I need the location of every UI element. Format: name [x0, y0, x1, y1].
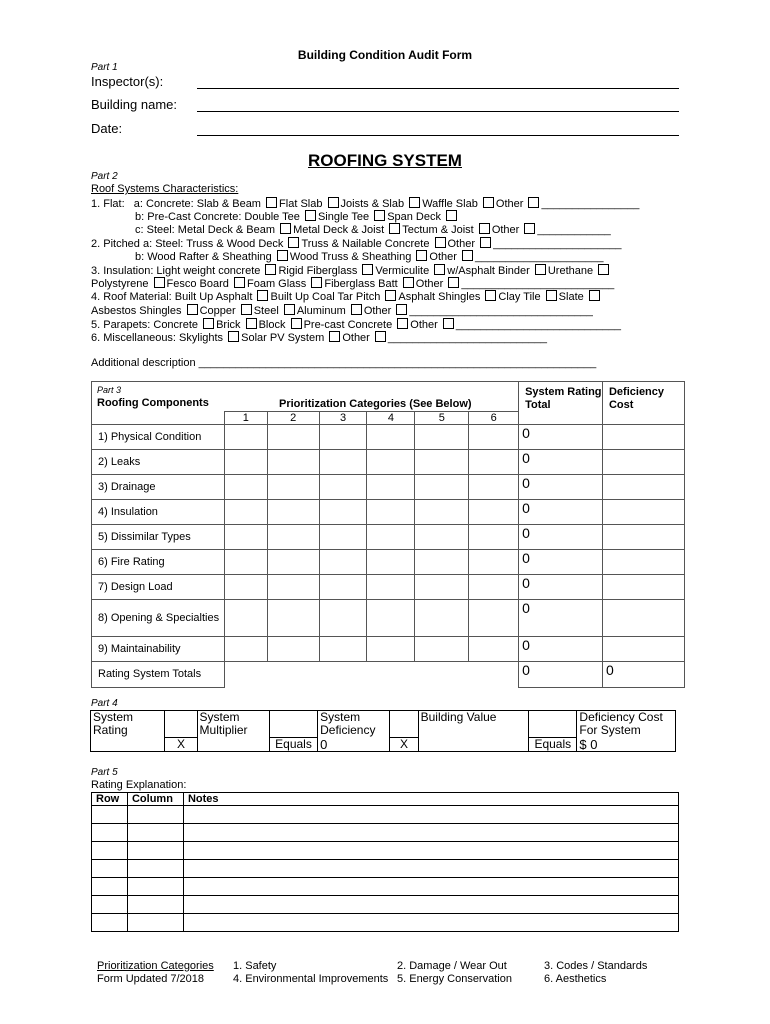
rating-explanation-table — [91, 792, 679, 932]
inspector-label: Inspector(s): — [91, 74, 164, 89]
option-label: Solar PV System — [241, 332, 325, 344]
checkbox[interactable] — [462, 250, 473, 261]
rating-cell[interactable] — [267, 425, 319, 450]
checkbox[interactable] — [448, 277, 459, 288]
prioritization-header: Prioritization Categories (See Below) — [279, 398, 472, 410]
option-label: Other — [429, 251, 457, 263]
option-label: Wood Truss & Sheathing — [289, 251, 412, 263]
notes-cell[interactable] — [183, 806, 678, 824]
option-label: Flat Slab — [279, 198, 323, 210]
part5-label: Part 5 — [91, 767, 118, 778]
system-rating-field[interactable] — [91, 738, 165, 752]
component-label: 2) Leaks — [92, 450, 225, 475]
fill-line[interactable]: ____________ — [537, 224, 611, 236]
option-label: Clay Tile — [498, 291, 541, 303]
checkbox[interactable] — [305, 210, 316, 221]
fill-line[interactable]: __________________________ — [387, 332, 547, 344]
row-cell[interactable] — [92, 860, 128, 878]
deficiency-cost-cell[interactable] — [602, 525, 684, 550]
rating-cell[interactable] — [415, 600, 469, 637]
notes-header: Notes — [183, 793, 678, 806]
additional-description — [91, 357, 596, 370]
rating-cell[interactable] — [224, 600, 267, 637]
option-label: w/Asphalt Binder — [447, 265, 530, 277]
fill-line[interactable]: ___________________________ — [455, 319, 622, 331]
category-2: 2. Damage / Wear Out — [397, 960, 507, 972]
notes-cell[interactable] — [183, 824, 678, 842]
wood-line — [135, 250, 603, 264]
checkbox[interactable] — [362, 264, 373, 275]
column-cell[interactable] — [127, 896, 183, 914]
rating-cell[interactable] — [367, 575, 415, 600]
explanation-row — [92, 860, 679, 878]
rating-cell[interactable] — [367, 425, 415, 450]
checkbox[interactable] — [443, 318, 454, 329]
fill-line[interactable]: ________________ — [541, 198, 640, 210]
notes-cell[interactable] — [183, 860, 678, 878]
option-label: Copper — [199, 305, 236, 317]
rating-cell[interactable] — [267, 637, 319, 662]
option-label: 4. Roof Material: Built Up Asphalt — [91, 291, 253, 303]
option-label: Built Up Coal Tar Pitch — [270, 291, 381, 303]
components-header: Roofing Components — [97, 397, 209, 409]
multiply-sign: X — [390, 738, 418, 752]
rating-cell[interactable] — [415, 550, 469, 575]
column-cell[interactable] — [127, 806, 183, 824]
rating-cell[interactable] — [367, 500, 415, 525]
multiply-sign: X — [165, 738, 197, 752]
component-row — [92, 425, 685, 450]
option-label: Waffle Slab — [422, 198, 478, 210]
pitched-line — [91, 237, 622, 251]
rating-cell[interactable] — [267, 450, 319, 475]
column-cell[interactable] — [127, 860, 183, 878]
notes-cell[interactable] — [183, 878, 678, 896]
component-row — [92, 637, 685, 662]
system-rating-total: 0 — [519, 550, 603, 575]
roof-characteristics-heading: Roof Systems Characteristics: — [91, 183, 239, 195]
deficiency-cost-cell[interactable] — [602, 425, 684, 450]
component-label: 6) Fire Rating — [92, 550, 225, 575]
component-row — [92, 600, 685, 637]
option-label: Foam Glass — [246, 278, 307, 290]
rating-cell[interactable] — [469, 475, 519, 500]
checkbox[interactable] — [546, 290, 557, 301]
notes-cell[interactable] — [183, 896, 678, 914]
steel-line — [135, 223, 611, 237]
option-label: Steel — [253, 305, 279, 317]
checkbox[interactable] — [228, 331, 239, 342]
spacer — [529, 711, 577, 738]
rating-cell[interactable] — [469, 550, 519, 575]
totals-srt: 0 — [519, 662, 603, 688]
parapets-line — [91, 318, 621, 332]
explanation-row — [92, 878, 679, 896]
rating-cell[interactable] — [319, 425, 367, 450]
rating-cell[interactable] — [319, 637, 367, 662]
rating-cell[interactable] — [224, 450, 267, 475]
option-label: Rigid Fiberglass — [278, 265, 358, 277]
rating-cell[interactable] — [224, 500, 267, 525]
fill-line[interactable]: _________________________ — [461, 278, 615, 290]
rating-cell[interactable] — [319, 550, 367, 575]
option-label: Other — [491, 224, 520, 236]
checkbox[interactable] — [241, 304, 252, 315]
row-cell[interactable] — [92, 878, 128, 896]
deficiency-cost-cell[interactable] — [602, 637, 684, 662]
fill-line[interactable]: ______________________________ — [409, 305, 593, 317]
checkbox[interactable] — [266, 197, 277, 208]
system-rating-total: 0 — [519, 450, 603, 475]
additional-description-label: Additional description — [91, 357, 196, 369]
checkbox[interactable] — [234, 277, 245, 288]
rating-cell[interactable] — [367, 550, 415, 575]
rating-cell[interactable] — [415, 500, 469, 525]
checkbox[interactable] — [154, 277, 165, 288]
spacer — [269, 711, 317, 738]
option-label: Slate — [558, 291, 584, 303]
component-label: 4) Insulation — [92, 500, 225, 525]
option-label: b: Wood Rafter & Sheathing — [135, 251, 272, 263]
system-multiplier-label: System Multiplier — [197, 711, 269, 738]
category-col-1: 1 — [224, 412, 267, 425]
precast-line — [135, 210, 459, 224]
rating-cell[interactable] — [319, 575, 367, 600]
checkbox[interactable] — [435, 237, 446, 248]
category-6: 6. Aesthetics — [544, 973, 607, 985]
header-spacer — [92, 412, 225, 425]
option-label: Polystyrene — [91, 278, 149, 290]
rating-cell[interactable] — [469, 500, 519, 525]
checkbox[interactable] — [535, 264, 546, 275]
rating-cell[interactable] — [224, 475, 267, 500]
checkbox[interactable] — [374, 210, 385, 221]
part2-label: Part 2 — [91, 171, 118, 182]
checkbox[interactable] — [257, 290, 268, 301]
date-label: Date: — [91, 121, 123, 136]
category-col-5: 5 — [415, 412, 469, 425]
deficiency-cost-cell[interactable] — [602, 575, 684, 600]
option-label: 6. Miscellaneous: Skylights — [91, 332, 224, 344]
category-5: 5. Energy Conservation — [397, 973, 512, 985]
row-cell[interactable] — [92, 806, 128, 824]
option-label: Tectum & Joist — [402, 224, 474, 236]
rating-cell[interactable] — [469, 525, 519, 550]
deficiency-cost-cell[interactable] — [602, 475, 684, 500]
rating-cell[interactable] — [367, 637, 415, 662]
additional-description-field[interactable]: _________________________________________________________________ — [198, 357, 597, 369]
option-label: Span Deck — [387, 211, 441, 223]
row-cell[interactable] — [92, 914, 128, 932]
checkbox[interactable] — [483, 197, 494, 208]
building-name-label: Building name: — [91, 97, 177, 112]
option-label: Asbestos Shingles — [91, 305, 182, 317]
option-label: Block — [258, 319, 286, 331]
rating-cell[interactable] — [267, 600, 319, 637]
deficiency-cost-header: Deficiency Cost — [602, 382, 684, 425]
option-label: Other — [447, 238, 476, 250]
system-rating-total: 0 — [519, 575, 603, 600]
fill-line[interactable]: _____________________ — [493, 238, 622, 250]
option-label: 2. Pitched a: Steel: Truss & Wood Deck — [91, 238, 284, 250]
option-label: Vermiculite — [375, 265, 430, 277]
option-label: Asphalt Shingles — [398, 291, 481, 303]
checkbox[interactable] — [375, 331, 386, 342]
option-label: c: Steel: Metal Deck & Beam — [135, 224, 275, 236]
column-header: Column — [127, 793, 183, 806]
system-multiplier-field[interactable] — [197, 738, 269, 752]
category-3: 3. Codes / Standards — [544, 960, 648, 972]
category-col-4: 4 — [367, 412, 415, 425]
component-label: 5) Dissimilar Types — [92, 525, 225, 550]
checkbox[interactable] — [524, 223, 535, 234]
spacer — [390, 711, 418, 738]
option-label: Truss & Nailable Concrete — [301, 238, 430, 250]
component-label: 3) Drainage — [92, 475, 225, 500]
rating-cell[interactable] — [415, 425, 469, 450]
category-col-3: 3 — [319, 412, 367, 425]
building-name-field[interactable] — [197, 99, 679, 112]
component-row — [92, 525, 685, 550]
checkbox[interactable] — [598, 264, 609, 275]
checkbox[interactable] — [446, 210, 457, 221]
deficiency-cost-cell[interactable] — [602, 550, 684, 575]
deficiency-calc-table — [90, 710, 676, 752]
row-cell[interactable] — [92, 896, 128, 914]
rating-cell[interactable] — [224, 575, 267, 600]
rating-cell[interactable] — [224, 637, 267, 662]
roof-material-line-2 — [91, 304, 593, 318]
rating-cell[interactable] — [267, 475, 319, 500]
totals-label: Rating System Totals — [92, 662, 225, 688]
system-rating-label: System Rating — [91, 711, 165, 738]
rating-cell[interactable] — [415, 475, 469, 500]
building-value-field[interactable] — [418, 738, 529, 752]
rating-cell[interactable] — [469, 425, 519, 450]
equals-label: Equals — [269, 738, 317, 752]
category-col-6: 6 — [469, 412, 519, 425]
flat-prefix: 1. Flat: — [91, 198, 125, 210]
option-label: Brick — [216, 319, 241, 331]
option-label: Other — [363, 305, 392, 317]
option-label: Other — [342, 332, 370, 344]
rating-cell[interactable] — [469, 450, 519, 475]
inspector-field[interactable] — [197, 76, 679, 89]
checkbox[interactable] — [434, 264, 445, 275]
totals-deficiency: 0 — [602, 662, 684, 688]
row-cell[interactable] — [92, 824, 128, 842]
checkbox[interactable] — [485, 290, 496, 301]
component-row — [92, 475, 685, 500]
deficiency-cost-cell[interactable] — [602, 500, 684, 525]
rating-cell[interactable] — [469, 575, 519, 600]
rating-cell[interactable] — [319, 500, 367, 525]
rating-cell[interactable] — [367, 450, 415, 475]
misc-line — [91, 331, 547, 345]
flat-line — [91, 197, 639, 211]
roofing-components-table — [91, 381, 685, 688]
part3-label: Part 3 — [97, 385, 122, 395]
option-label: Other — [410, 319, 438, 331]
checkbox[interactable] — [246, 318, 257, 329]
fill-line[interactable]: _____________________ — [474, 251, 604, 263]
column-cell[interactable] — [127, 842, 183, 860]
checkbox[interactable] — [480, 237, 491, 248]
notes-cell[interactable] — [183, 842, 678, 860]
checkbox[interactable] — [479, 223, 490, 234]
checkbox[interactable] — [277, 250, 288, 261]
flat-a-label: a: Concrete: Slab & Beam — [133, 198, 261, 210]
option-label: 5. Parapets: Concrete — [91, 319, 199, 331]
checkbox[interactable] — [351, 304, 362, 315]
checkbox[interactable] — [409, 197, 420, 208]
rating-cell[interactable] — [267, 525, 319, 550]
rating-cell[interactable] — [319, 450, 367, 475]
checkbox[interactable] — [280, 223, 291, 234]
roof-material-line — [91, 290, 602, 304]
deficiency-cost-value: $ 0 — [577, 738, 676, 752]
system-rating-total: 0 — [519, 475, 603, 500]
deficiency-cost-cell[interactable] — [602, 600, 684, 637]
system-deficiency-value: 0 — [318, 738, 390, 752]
component-label: 9) Maintainability — [92, 637, 225, 662]
system-rating-total-header: System Rating Total — [519, 382, 603, 425]
rating-cell[interactable] — [469, 600, 519, 637]
checkbox[interactable] — [385, 290, 396, 301]
deficiency-cost-label: Deficiency Cost For System — [577, 711, 676, 738]
component-label: 8) Opening & Specialties — [92, 600, 225, 637]
option-label: Fesco Board — [166, 278, 229, 290]
explanation-row — [92, 842, 679, 860]
category-4: 4. Environmental Improvements — [233, 973, 389, 985]
rating-cell[interactable] — [469, 637, 519, 662]
row-header: Row — [92, 793, 128, 806]
explanation-row — [92, 896, 679, 914]
form-title: Building Condition Audit Form — [297, 48, 473, 62]
column-cell[interactable] — [127, 824, 183, 842]
rating-cell[interactable] — [367, 525, 415, 550]
option-label: Pre-cast Concrete — [303, 319, 393, 331]
explanation-row — [92, 914, 679, 932]
checkbox[interactable] — [311, 277, 322, 288]
checkbox[interactable] — [203, 318, 214, 329]
explanation-row — [92, 824, 679, 842]
checkbox[interactable] — [187, 304, 198, 315]
column-cell[interactable] — [127, 878, 183, 896]
rating-cell[interactable] — [319, 475, 367, 500]
component-label: 7) Design Load — [92, 575, 225, 600]
checkbox[interactable] — [288, 237, 299, 248]
category-col-2: 2 — [267, 412, 319, 425]
form-updated: Form Updated 7/2018 — [97, 973, 205, 985]
rating-explanation-heading: Rating Explanation: — [91, 779, 187, 791]
explanation-row — [92, 806, 679, 824]
rating-cell[interactable] — [367, 600, 415, 637]
rating-cell[interactable] — [267, 575, 319, 600]
deficiency-cost-cell[interactable] — [602, 450, 684, 475]
component-row — [92, 500, 685, 525]
rating-cell[interactable] — [415, 525, 469, 550]
system-rating-total: 0 — [519, 425, 603, 450]
spacer — [165, 711, 197, 738]
category-1: 1. Safety — [233, 960, 277, 972]
option-label: b: Pre-Cast Concrete: Double Tee — [135, 211, 300, 223]
system-deficiency-label: System Deficiency — [318, 711, 390, 738]
prioritization-categories-link[interactable]: Prioritization Categories — [97, 960, 214, 972]
column-cell[interactable] — [127, 914, 183, 932]
checkbox[interactable] — [396, 304, 407, 315]
checkbox[interactable] — [284, 304, 295, 315]
option-label: Urethane — [547, 265, 594, 277]
option-label: Other — [415, 278, 444, 290]
checkbox[interactable] — [397, 318, 408, 329]
checkbox[interactable] — [389, 223, 400, 234]
option-label: 3. Insulation: Light weight concrete — [91, 265, 261, 277]
option-label: Other — [495, 198, 524, 210]
insulation-line-2 — [91, 277, 614, 291]
rating-cell[interactable] — [224, 425, 267, 450]
option-label: Fiberglass Batt — [324, 278, 398, 290]
checkbox[interactable] — [328, 197, 339, 208]
checkbox[interactable] — [589, 290, 600, 301]
component-row — [92, 575, 685, 600]
totals-spacer — [224, 662, 518, 688]
section-title: ROOFING SYSTEM — [308, 151, 462, 170]
rating-cell[interactable] — [415, 450, 469, 475]
option-label: Joists & Slab — [340, 198, 405, 210]
row-cell[interactable] — [92, 842, 128, 860]
insulation-line — [91, 264, 611, 278]
component-row — [92, 450, 685, 475]
checkbox[interactable] — [265, 264, 276, 275]
system-rating-total: 0 — [519, 600, 603, 637]
option-label: Aluminum — [296, 305, 346, 317]
component-row — [92, 550, 685, 575]
equals-label: Equals — [529, 738, 577, 752]
option-label: Single Tee — [317, 211, 370, 223]
notes-cell[interactable] — [183, 914, 678, 932]
rating-cell[interactable] — [267, 500, 319, 525]
rating-cell[interactable] — [367, 475, 415, 500]
option-label: Metal Deck & Joist — [293, 224, 385, 236]
checkbox[interactable] — [291, 318, 302, 329]
rating-cell[interactable] — [224, 550, 267, 575]
part4-label: Part 4 — [91, 698, 118, 709]
rating-cell[interactable] — [267, 550, 319, 575]
date-field[interactable] — [197, 123, 679, 136]
rating-cell[interactable] — [415, 637, 469, 662]
checkbox[interactable] — [528, 197, 539, 208]
system-rating-total: 0 — [519, 637, 603, 662]
rating-cell[interactable] — [319, 525, 367, 550]
system-rating-total: 0 — [519, 500, 603, 525]
part1-label: Part 1 — [91, 62, 118, 73]
system-rating-total: 0 — [519, 525, 603, 550]
checkbox[interactable] — [329, 331, 340, 342]
building-value-label: Building Value — [418, 711, 529, 738]
rating-cell[interactable] — [415, 575, 469, 600]
rating-cell[interactable] — [319, 600, 367, 637]
component-label: 1) Physical Condition — [92, 425, 225, 450]
checkbox[interactable] — [416, 250, 427, 261]
rating-cell[interactable] — [224, 525, 267, 550]
checkbox[interactable] — [403, 277, 414, 288]
